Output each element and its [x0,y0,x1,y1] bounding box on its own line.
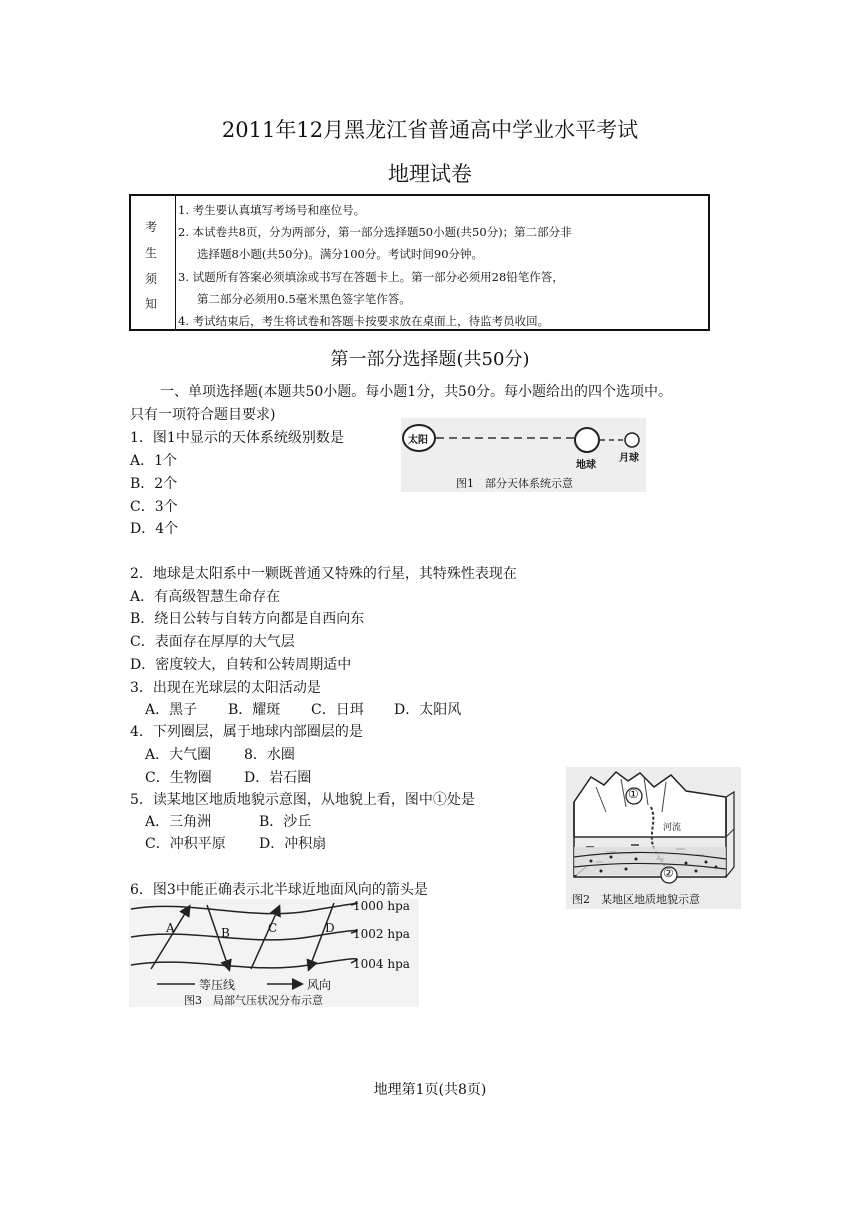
q3-option-a: A．黑子 [145,702,198,718]
figure-3-diagram [129,899,419,1007]
q4-option-b: 8．水圈 [244,747,295,763]
q3-option-b: B．耀斑 [228,702,281,718]
river-label: 河流 [663,823,682,833]
q5-option-d: D．冲积扇 [259,836,327,852]
notice-line-1: 1. 考生要认真填写考场号和座位号。 [178,203,366,217]
figure-3-caption: 图3 局部气压状况分布示意 [184,994,323,1007]
q1-stem: 1．图1中显示的天体系统级别数是 [130,430,344,446]
page-footer: 地理第1页(共8页) [373,1082,487,1098]
isobar-1004-label: 1004 hpa [353,957,410,971]
q5-option-b: B．沙丘 [259,814,312,830]
q6-stem: 6．图3中能正确表示北半球近地面风向的箭头是 [130,882,428,898]
notice-label-1: 考 [145,220,158,234]
q3-option-c: C．日珥 [311,702,364,718]
section-intro-line1: 一、单项选择题(本题共50小题。每小题1分，共50分。每小题给出的四个选项中。 [160,384,672,400]
notice-label-4: 知 [145,297,158,311]
section-intro-line2: 只有一项符合题目要求) [130,407,276,423]
q3-stem: 3．出现在光球层的太阳活动是 [130,680,321,696]
sun-label: 太阳 [408,435,428,446]
q4-option-d: D．岩石圈 [244,770,312,786]
notice-line-3: 选择题8小题(共50分)。满分100分。考试时间90分钟。 [197,247,484,261]
q2-option-a: A．有高级智慧生命存在 [130,589,281,605]
notice-label-3: 须 [145,272,158,286]
figure-3 [129,899,419,1007]
page-title: 2011年12月黑龙江省普通高中学业水平考试 [221,118,639,142]
legend-isobar-label: 等压线 [199,978,236,992]
isobar-1000-label: 1000 hpa [353,899,410,913]
arrow-a-label: A [166,921,175,935]
figure-2-mark-1: ① [628,787,639,801]
notice-line-5: 第二部分必须用0.5毫米黑色签字笔作答。 [197,292,411,306]
notice-line-6: 4. 考试结束后，考生将试卷和答题卡按要求放在桌面上，待监考员收回。 [178,314,550,328]
notice-box [129,194,710,331]
notice-line-2: 2. 本试卷共8页，分为两部分，第一部分选择题50小题(共50分)；第二部分非 [178,225,572,239]
section-heading: 第一部分选择题(共50分) [330,349,530,370]
figure-2-caption: 图2 某地区地质地貌示意 [572,893,700,906]
q5-option-a: A．三角洲 [145,814,212,830]
moon-shape [625,433,639,447]
page-subtitle: 地理试卷 [388,162,472,186]
figure-2-diagram [566,767,741,909]
isobar-1002-label: 1002 hpa [353,927,410,941]
legend-wind-label: 风向 [307,978,332,992]
q1-option-a: A．1个 [130,453,178,469]
q2-option-b: B．绕日公转与自转方向都是自西向东 [130,611,365,627]
q1-option-b: B．2个 [130,476,178,492]
q4-stem: 4．下列圈层，属于地球内部圈层的是 [130,724,363,740]
arrow-c-label: C [268,921,278,935]
q2-option-d: D．密度较大，自转和公转周期适中 [130,657,352,673]
q1-option-c: C．3个 [130,499,178,515]
figure-2 [566,767,741,909]
arrow-d-label: D [325,921,335,935]
q4-option-a: A．大气圈 [145,747,212,763]
earth-label: 地球 [576,460,596,471]
figure-2-mark-2: ② [663,866,674,880]
moon-label: 月球 [619,453,639,464]
q2-option-c: C．表面存在厚厚的大气层 [130,634,295,650]
notice-line-4: 3. 试题所有答案必须填涂或书写在答题卡上。第一部分必须用28铅笔作答， [178,270,564,284]
q1-option-d: D．4个 [130,521,179,537]
q2-stem: 2．地球是太阳系中一颗既普通又特殊的行星，其特殊性表现在 [130,566,517,582]
q5-stem: 5．读某地区地质地貌示意图，从地貌上看，图中①处是 [130,792,475,808]
figure-1 [401,418,646,492]
q3-option-d: D．太阳风 [394,702,462,718]
arrow-b-label: B [221,926,230,940]
q5-option-c: C．冲积平原 [145,836,226,852]
earth-shape [575,428,599,452]
notice-label-2: 生 [145,246,158,260]
figure-1-caption: 图1 部分天体系统示意 [456,477,573,490]
q4-option-c: C．生物圈 [145,770,212,786]
